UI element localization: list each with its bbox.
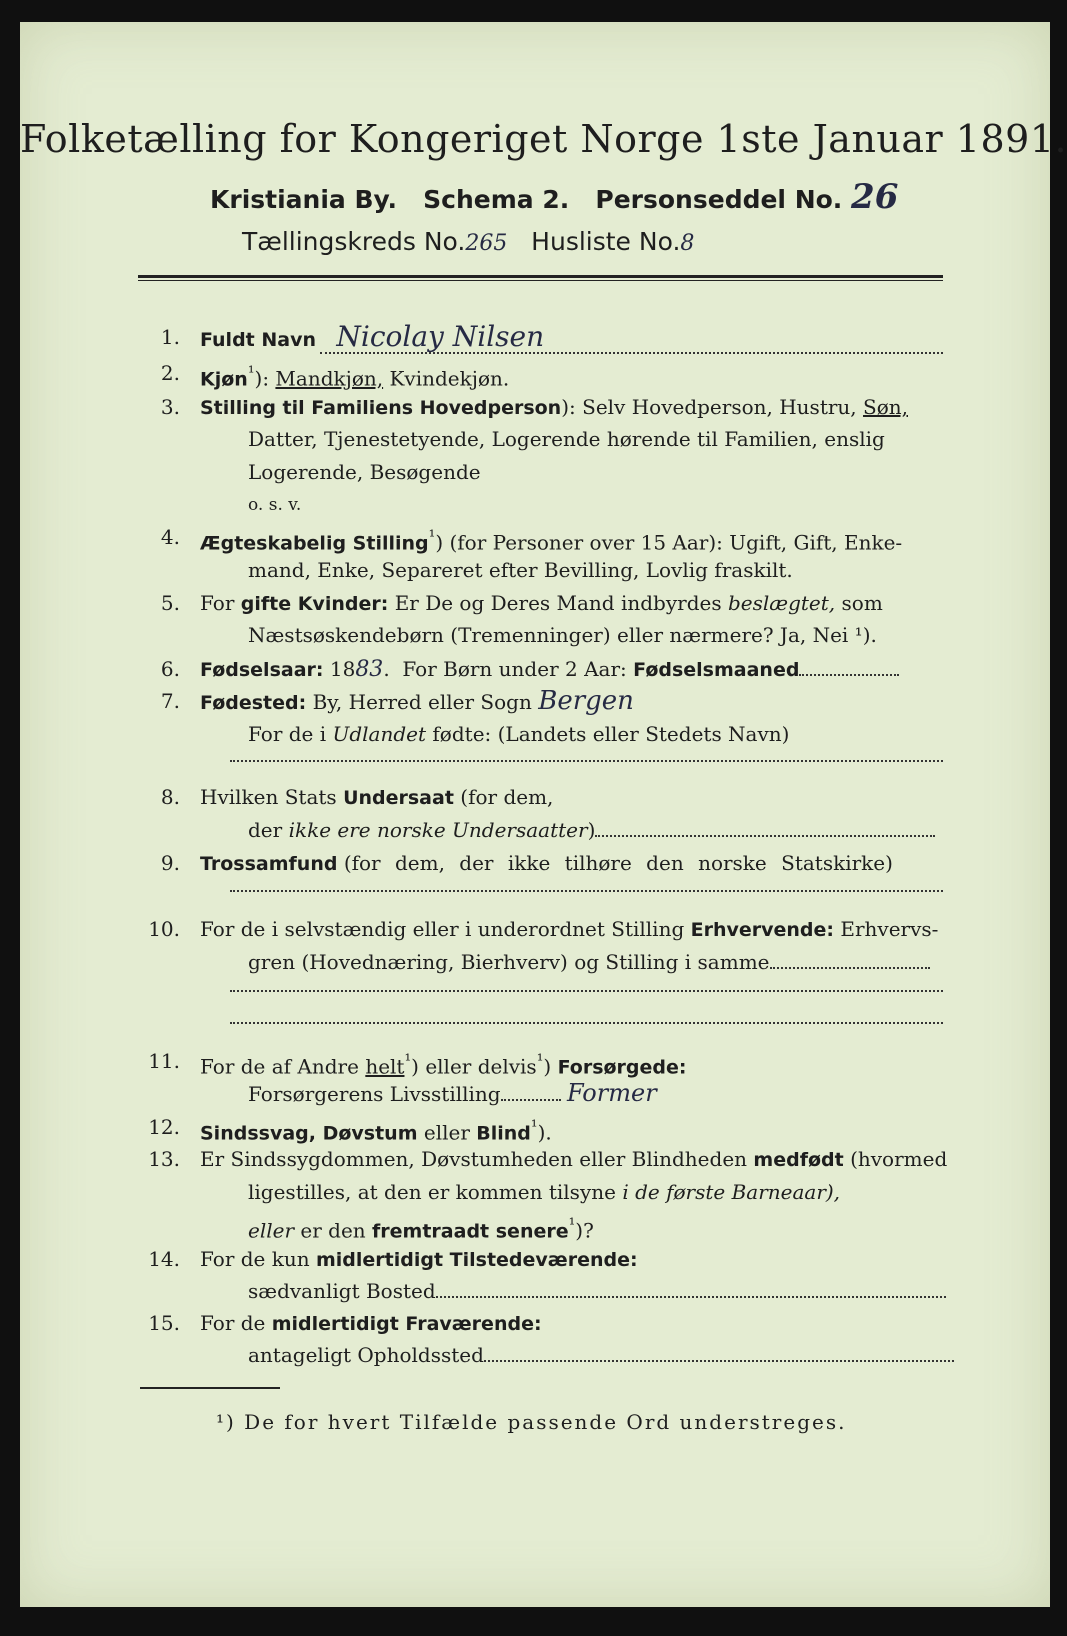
fodselsmaaned-label: Fødselsmaaned [633,659,800,681]
field-12: 12. Sindssvag, Døvstum eller Blind$^{^1}$). [138,1112,943,1142]
field-number: 10. [148,917,180,941]
field-6: 6. Fødselsaar: 1883. For Børn under 2 Aar: Fødselsmaaned [138,654,943,684]
fravaerende-label: midlertidigt Fraværende: [271,1313,542,1335]
kreds-number: 265 [465,231,508,256]
undersaat-label: Undersaat [343,787,454,809]
birth-year-value: 83 [355,657,384,682]
field-9 [138,848,943,878]
field-4: 4. Ægteskabelig Stilling$^{^1}$) (for Personer over 15 Aar): Ugift, Gift, Enke- [138,522,943,552]
forsorgede-label: Forsørgede: [557,1056,687,1079]
undersaat-rest: (for dem, [460,785,554,809]
field-number: 3. [160,395,180,419]
option-son: Søn, [863,395,908,419]
erhverv-pre: For de i selvstændig eller i underordnet Stilling [200,917,685,941]
sindssygdom-pre: Er Sindssygdommen, Døvstumheden eller Blindheden [200,1147,748,1171]
udland-rest: fødte: (Landets eller Stedets Navn) [432,722,790,746]
udland-emphasis: Udlandet [332,722,427,746]
undersaatter-close: ) [587,818,596,842]
field-11: 11. For de af Andre helt$^{^1}$) eller delvis$^{^1}$) Forsørgede: [138,1046,943,1076]
opholdssted-dots [484,1342,954,1362]
ligestilles-text: ligestilles, at den er kommen tilsyne [248,1180,616,1204]
gifte-question: Er De og Deres Mand indbyrdes [394,591,722,615]
field-14 [138,1244,943,1274]
field-2 [138,358,943,391]
livsstilling-label: Forsørgerens Livsstilling [248,1082,501,1106]
option-helt: helt [365,1054,405,1079]
undersaat-dots [595,817,935,837]
trossamfund-label: Trossamfund [200,853,338,875]
field-number: 15. [148,1311,180,1335]
field-3-line3 [138,457,943,487]
personseddel-number: 26 [851,177,899,217]
gifte-question-2: Næstsøskendebørn (Tremenninger) eller nærmere? Ja, Nei ¹). [248,623,877,647]
field-11-line2 [138,1078,943,1108]
schema-label: Schema 2. [423,185,570,214]
field-3-line4 [138,490,943,520]
barneaar-emphasis: i de første Barneaar), [622,1180,841,1204]
field-number: 4. [160,525,180,549]
birthplace-value: Bergen [538,686,634,716]
form-title: Folketælling for Kongeriget Norge 1ste Januar 1891. [20,117,1067,161]
livsstilling-value: Former [566,1079,657,1107]
kreds-label: Tællingskreds No. [242,227,466,256]
er-den-text: er den [300,1218,366,1243]
fremtraadt-label: fremtraadt senere [372,1220,569,1243]
field-number: 13. [148,1147,180,1171]
fodselsaar-label: Fødselsaar: [200,659,324,681]
field-14-line2 [138,1276,943,1306]
stilling-options-3: Logerende, Besøgende [248,460,481,484]
field-number: 11. [148,1049,180,1073]
husliste-number: 8 [680,231,695,256]
field-8-line2 [138,815,943,845]
footnote-rule [140,1387,280,1389]
stilling-options-2: Datter, Tjenestetyende, Logerende hørende til Familien, enslig [248,427,885,451]
trossamfund-rest: (for dem, der ikke tilhøre den norske Statskirke) [343,851,893,875]
field-8 [138,782,943,812]
field-number: 1. [160,325,180,349]
field-3-line2 [138,424,943,454]
stats-pre: Hvilken Stats [200,785,337,809]
erhvervende-label: Erhvervende: [690,919,835,941]
footnote: ¹) De for hvert Tilfælde passende Ord understreges. [216,1410,847,1434]
field-5 [138,588,943,618]
aegteskab-options: ) (for Personer over 15 Aar): Ugift, Gift, Enke- [435,530,903,555]
kjon-colon: ): [254,366,270,391]
stilling-options-4: o. s. v. [248,495,302,515]
erhverv-dots [770,949,930,969]
stilling-options: ): Selv Hovedperson, Hustru, [561,395,857,419]
form-subtitle [210,177,898,217]
gifte-tail: som [841,591,883,615]
gifte-label: gifte Kvinder: [240,593,389,615]
eller-emphasis: eller [248,1218,295,1243]
trossamfund-dotline [230,890,943,892]
footnote-mark: ¹ [247,363,255,382]
bosted-dots [436,1278,946,1298]
fremtraadt-tail: )? [575,1218,594,1243]
blind-tail: ). [537,1120,552,1145]
born-under-2: For Børn under 2 Aar: [402,657,627,681]
fravaer-pre: For de [200,1311,266,1335]
fodested-label: Fødested: [200,692,307,714]
field-number: 14. [148,1247,180,1271]
erhverv-dotline-1 [230,990,943,992]
year-prefix: 18 [329,657,356,681]
livsstilling-dots [501,1081,561,1101]
kjon-label: Kjøn [200,368,248,391]
udland-pre: For de i [248,722,327,746]
aegteskab-label: Ægteskabelig Stilling [200,532,429,555]
field-4-line2 [138,555,943,585]
fodested-options: By, Herred eller Sogn [312,690,532,714]
name-label: Fuldt Navn [200,329,317,351]
field-number: 12. [148,1115,180,1139]
header-rule-thin [138,280,943,281]
tilstedevaerende-label: midlertidigt Tilstedeværende: [315,1249,638,1271]
field-15 [138,1308,943,1338]
sindssygdom-rest: (hvormed [850,1147,948,1171]
udland-dotline [230,760,943,762]
census-form-sheet [20,22,1067,1607]
field-5-line2 [138,620,943,650]
field-10-line2 [138,947,943,977]
fodselsmaaned-dots [799,656,899,676]
option-kvindekjon: Kvindekjøn. [389,366,510,391]
name-dotline [320,352,943,354]
aegteskab-options-2: mand, Enke, Separeret efter Bevilling, Lovlig fraskilt. [248,558,793,582]
field-number: 5. [160,591,180,615]
field-number: 6. [160,657,180,681]
blind-label: Blind [476,1122,531,1145]
der-label: der [248,818,283,842]
sindssvag-label: Sindssvag, Døvstum [200,1122,418,1145]
forsorgede-pre: For de af Andre [200,1054,359,1079]
opholdssted-label: antageligt Opholdssted [248,1343,484,1367]
field-15-line2 [138,1340,943,1370]
tilstede-pre: For de kun [200,1247,310,1271]
field-number: 7. [160,689,180,713]
gifte-emphasis: beslægtet, [727,591,836,615]
husliste-label: Husliste No. [531,227,681,256]
name-value: Nicolay Nilsen [336,320,545,353]
bosted-label: sædvanligt Bosted [248,1279,436,1303]
field-10 [138,914,943,944]
erhverv-line2: gren (Hovednæring, Bierhverv) og Stilling i samme [248,950,770,974]
personseddel-label: Personseddel No. [595,185,843,214]
field-1 [138,322,943,352]
header-rule [138,275,943,278]
erhverv-rest: Erhvervs- [840,917,939,941]
field-7 [138,686,943,716]
eller-label: eller [423,1120,470,1145]
option-mandkjon: Mandkjøn, [275,366,384,391]
field-3 [138,392,943,422]
medfodt-label: medfødt [753,1149,844,1171]
form-subtitle-2 [242,227,694,256]
field-number: 9. [160,851,180,875]
field-13 [138,1144,948,1174]
stilling-label: Stilling til Familiens Hovedperson [200,397,562,419]
field-number: 8. [160,785,180,809]
field-13-line2 [138,1177,943,1207]
undersaatter-emphasis: ikke ere norske Undersaatter [288,818,588,842]
erhverv-dotline-2 [230,1022,943,1024]
field-7-line2 [138,719,943,749]
field-13-line3: eller er den fremtraadt senere$^{^1}$)? [248,1215,594,1243]
gifte-pre: For [200,591,235,615]
forsorgede-mid: ) eller delvis [411,1054,537,1079]
city-label: Kristiania By. [210,185,398,214]
field-number: 2. [160,361,180,385]
